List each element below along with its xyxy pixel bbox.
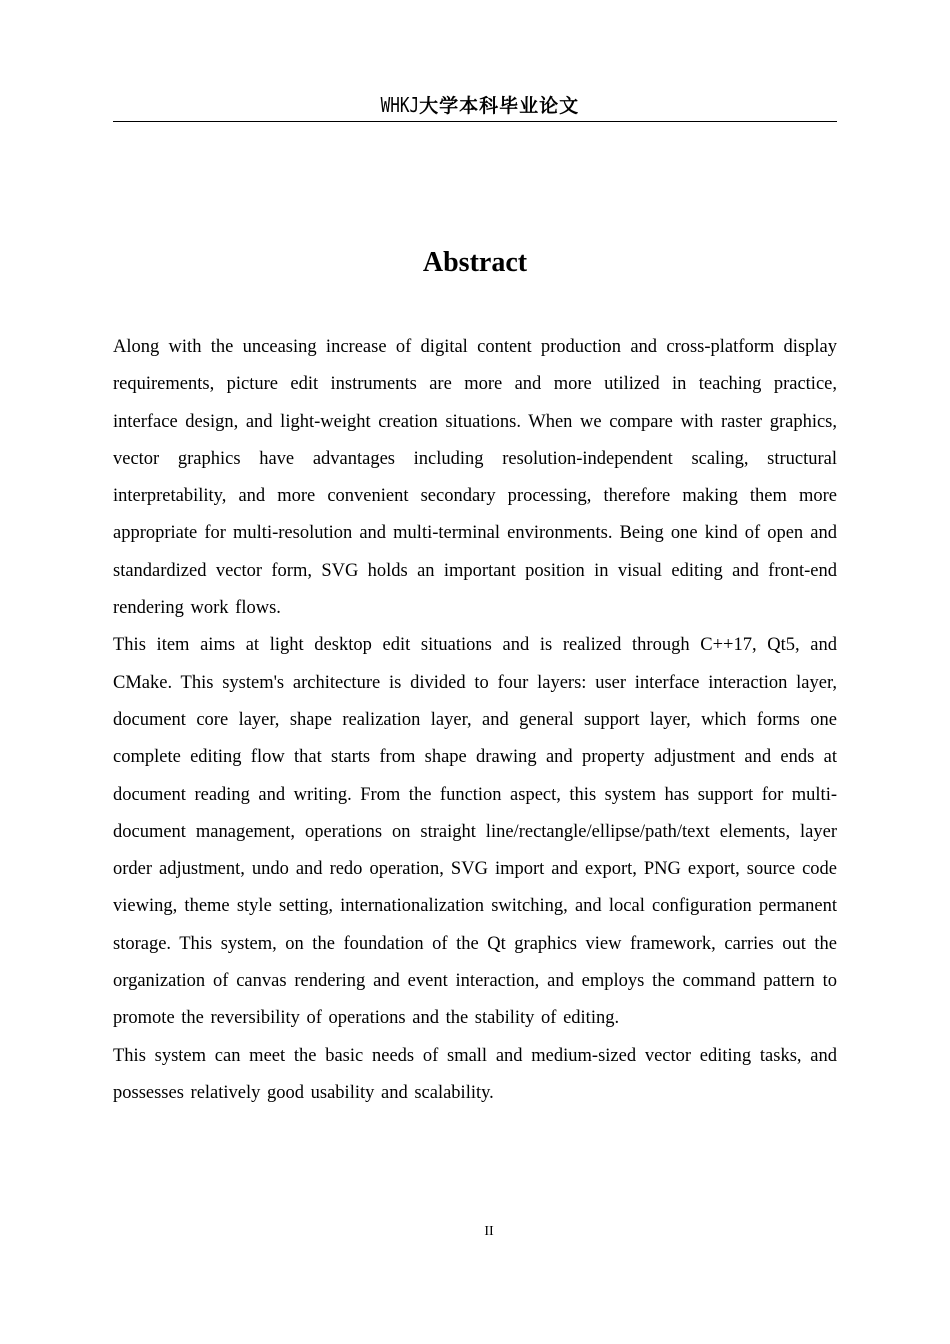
- abstract-paragraph-2: This item aims at light desktop edit situations and is realized through C++17, Qt5, and CMake. This system's architecture is divided to four layers: user interface interaction layer, document core layer, shape realization layer, and general support layer, which forms one complete editing flow that starts from shape drawing and property adjustment and ends at document reading and writing. From the function aspect, this system has support for multi-document management, operations on straight line/rectangle/ellipse/path/text elements, layer order adjustment, undo and redo operation, SVG import and export, PNG export, source code viewing, theme style setting, internationalization switching, and local configuration permanent storage. This system, on the foundation of the Qt graphics view framework, carries out the organization of canvas rendering and event interaction, and employs the command pattern to promote the reversibility of operations and the stability of editing.: [113, 635, 837, 1029]
- running-header: [113, 92, 837, 122]
- abstract-paragraph-3: This system can meet the basic needs of small and medium-sized vector editing tasks, and possesses relatively good usability and scalability.: [113, 1045, 837, 1103]
- abstract-body: [113, 329, 837, 1112]
- abstract-title: Abstract: [422, 247, 528, 278]
- abstract-paragraph-1: Along with the unceasing increase of digital content production and cross-platform display requirements, picture edit instruments are more and more utilized in teaching practice, interface design, and light-weight creation situations. When we compare with raster graphics, vector graphics have advantages including resolution-independent scaling, structural interpretability, and more convenient secondary processing, therefore making them more appropriate for multi-resolution and multi-terminal environments. Being one kind of open and standardized vector form, SVG holds an important position in visual editing and front-end rendering work flows.: [113, 337, 837, 619]
- header-thesis-label: 大学本科毕业论文: [419, 95, 580, 117]
- page-number: II: [484, 1224, 494, 1239]
- header-university-code: WHKJ: [380, 93, 420, 117]
